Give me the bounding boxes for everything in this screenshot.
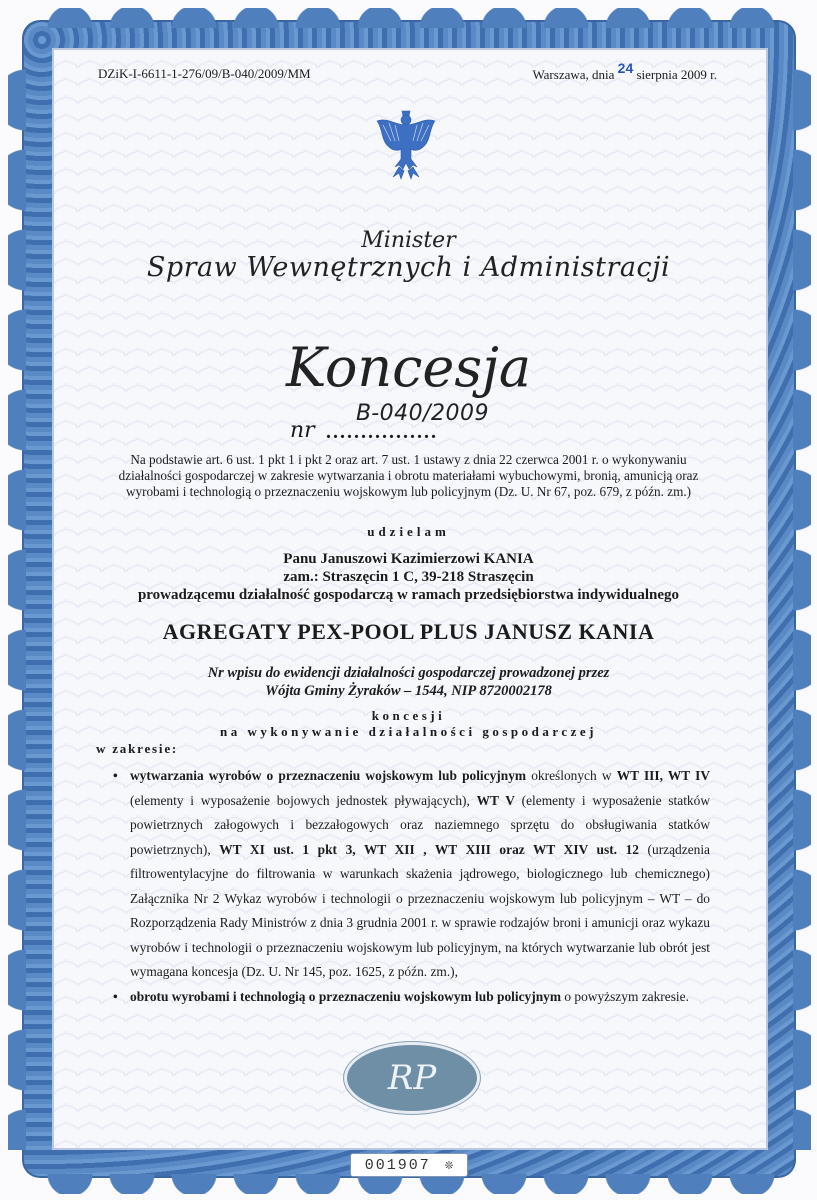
reference-number: DZiK-I-6611-1-276/09/B-040/2009/MM — [98, 66, 311, 81]
scope-item — [130, 764, 710, 985]
registry-line-1: Nr wpisu do ewidencji działalności gospodarczej prowadzonej przez — [207, 665, 610, 681]
polish-eagle-icon — [373, 107, 439, 181]
concession-type — [0, 708, 817, 740]
legal-basis: Na podstawie art. 6 ust. 1 pkt 1 i pkt 2 oraz art. 7 ust. 1 ustawy z dnia 22 czerwca 2001 r. o wykonywaniu działalności gospodarczej w zakresie wytwarzania i obrotu materiałami wybuchowymi, bronią, amunicją oraz wyrobami i technologią o przeznaczeniu wojskowym lub policyjnym (Dz. U. Nr 67, poz. 679, z późn. zm.) — [118, 452, 699, 499]
grantee-block — [0, 550, 817, 604]
scope-item-bold-text: WT V — [476, 792, 515, 808]
date-suffix: sierpnia 2009 r. — [636, 67, 717, 82]
document-title: Koncesja — [285, 336, 532, 399]
rp-watermark-seal: RP — [344, 1042, 480, 1114]
concession-type-line-2: na wykonywanie działalności gospodarczej — [219, 724, 598, 739]
scope-item-bold-text: WT XI ust. 1 pkt 3, WT XII , WT XIII oraz WT XIV ust. 12 — [219, 841, 639, 857]
scope-item-bold-text: obrotu wyrobami i technologią o przeznaczeniu wojskowym lub policyjnym — [130, 988, 561, 1004]
company-name: AGREGATY PEX-POOL PLUS JANUSZ KANIA — [162, 619, 655, 644]
concession-type-line-1: koncesji — [371, 708, 446, 723]
scope-label: w zakresie: — [96, 741, 179, 756]
scope-item-bold-text: wytwarzania wyrobów o przeznaczeniu wojskowym lub policyjnym — [130, 768, 527, 783]
grantee-activity: prowadzącemu działalność gospodarczą w ramach przedsiębiorstwa indywidualnego — [137, 587, 680, 603]
scope-item-text: określonych w — [526, 768, 617, 783]
issuer-ministry: Spraw Wewnętrznych i Administracji — [146, 252, 671, 283]
number-dotted-line: ................ — [326, 421, 438, 443]
serial-mark-icon: ❊ — [444, 1157, 454, 1174]
issuer-title: Minister — [361, 228, 456, 253]
issue-date — [532, 60, 717, 83]
grantee-address: zam.: Straszęcin 1 C, 39-218 Straszęcin — [283, 569, 534, 585]
number-label: nr — [290, 418, 315, 443]
scope-item-text: o powyższym zakresie. — [561, 988, 689, 1004]
grant-verb: udzielam — [367, 524, 450, 539]
grantee-name: Panu Januszowi Kazimierzowi KANIA — [283, 551, 534, 567]
concession-number: B-040/2009 — [356, 401, 490, 426]
serial-number-box — [350, 1153, 468, 1177]
scope-item — [130, 985, 710, 1010]
scope-item-text: (elementy i wyposażenie bojowych jednostek pływających), — [130, 792, 477, 808]
registry-info — [0, 664, 817, 700]
registry-line-2: Wójta Gminy Żyraków – 1544, NIP 8720002178 — [265, 683, 552, 699]
scope-list — [130, 764, 710, 1009]
scope-item-bold-text: WT III, WT IV — [616, 768, 710, 783]
scope-item-text: (elementy i wyposażenie statków powietrznych załogowych i bezzałogowych oraz naziemnego sprzętu do obsługiwania statków powietrznych), — [130, 792, 710, 857]
date-day-handwritten: 24 — [617, 60, 634, 76]
serial-number: 001907 — [364, 1156, 431, 1174]
scope-items — [130, 764, 710, 1009]
date-prefix: Warszawa, dnia — [532, 67, 615, 82]
scope-item-text: (urządzenia filtrowentylacyjne do filtrowania w warunkach skażenia jądrowego, biologicznego lub chemicznego) Załącznika Nr 2 Wykaz wyrobów i technologii o przeznaczeniu wojskowym lub policyjnym – WT – do Rozporządzenia Rady Ministrów z dnia 3 grudnia 2001 r. w sprawie rodzajów broni i amunicji oraz wykazu wyrobów i technologii o przeznaczeniu wojskowym lub policyjnym, na których wytwarzanie lub obrót jest wymagana koncesja (Dz. U. Nr 145, poz. 1625, z późn. zm.), — [130, 841, 710, 979]
